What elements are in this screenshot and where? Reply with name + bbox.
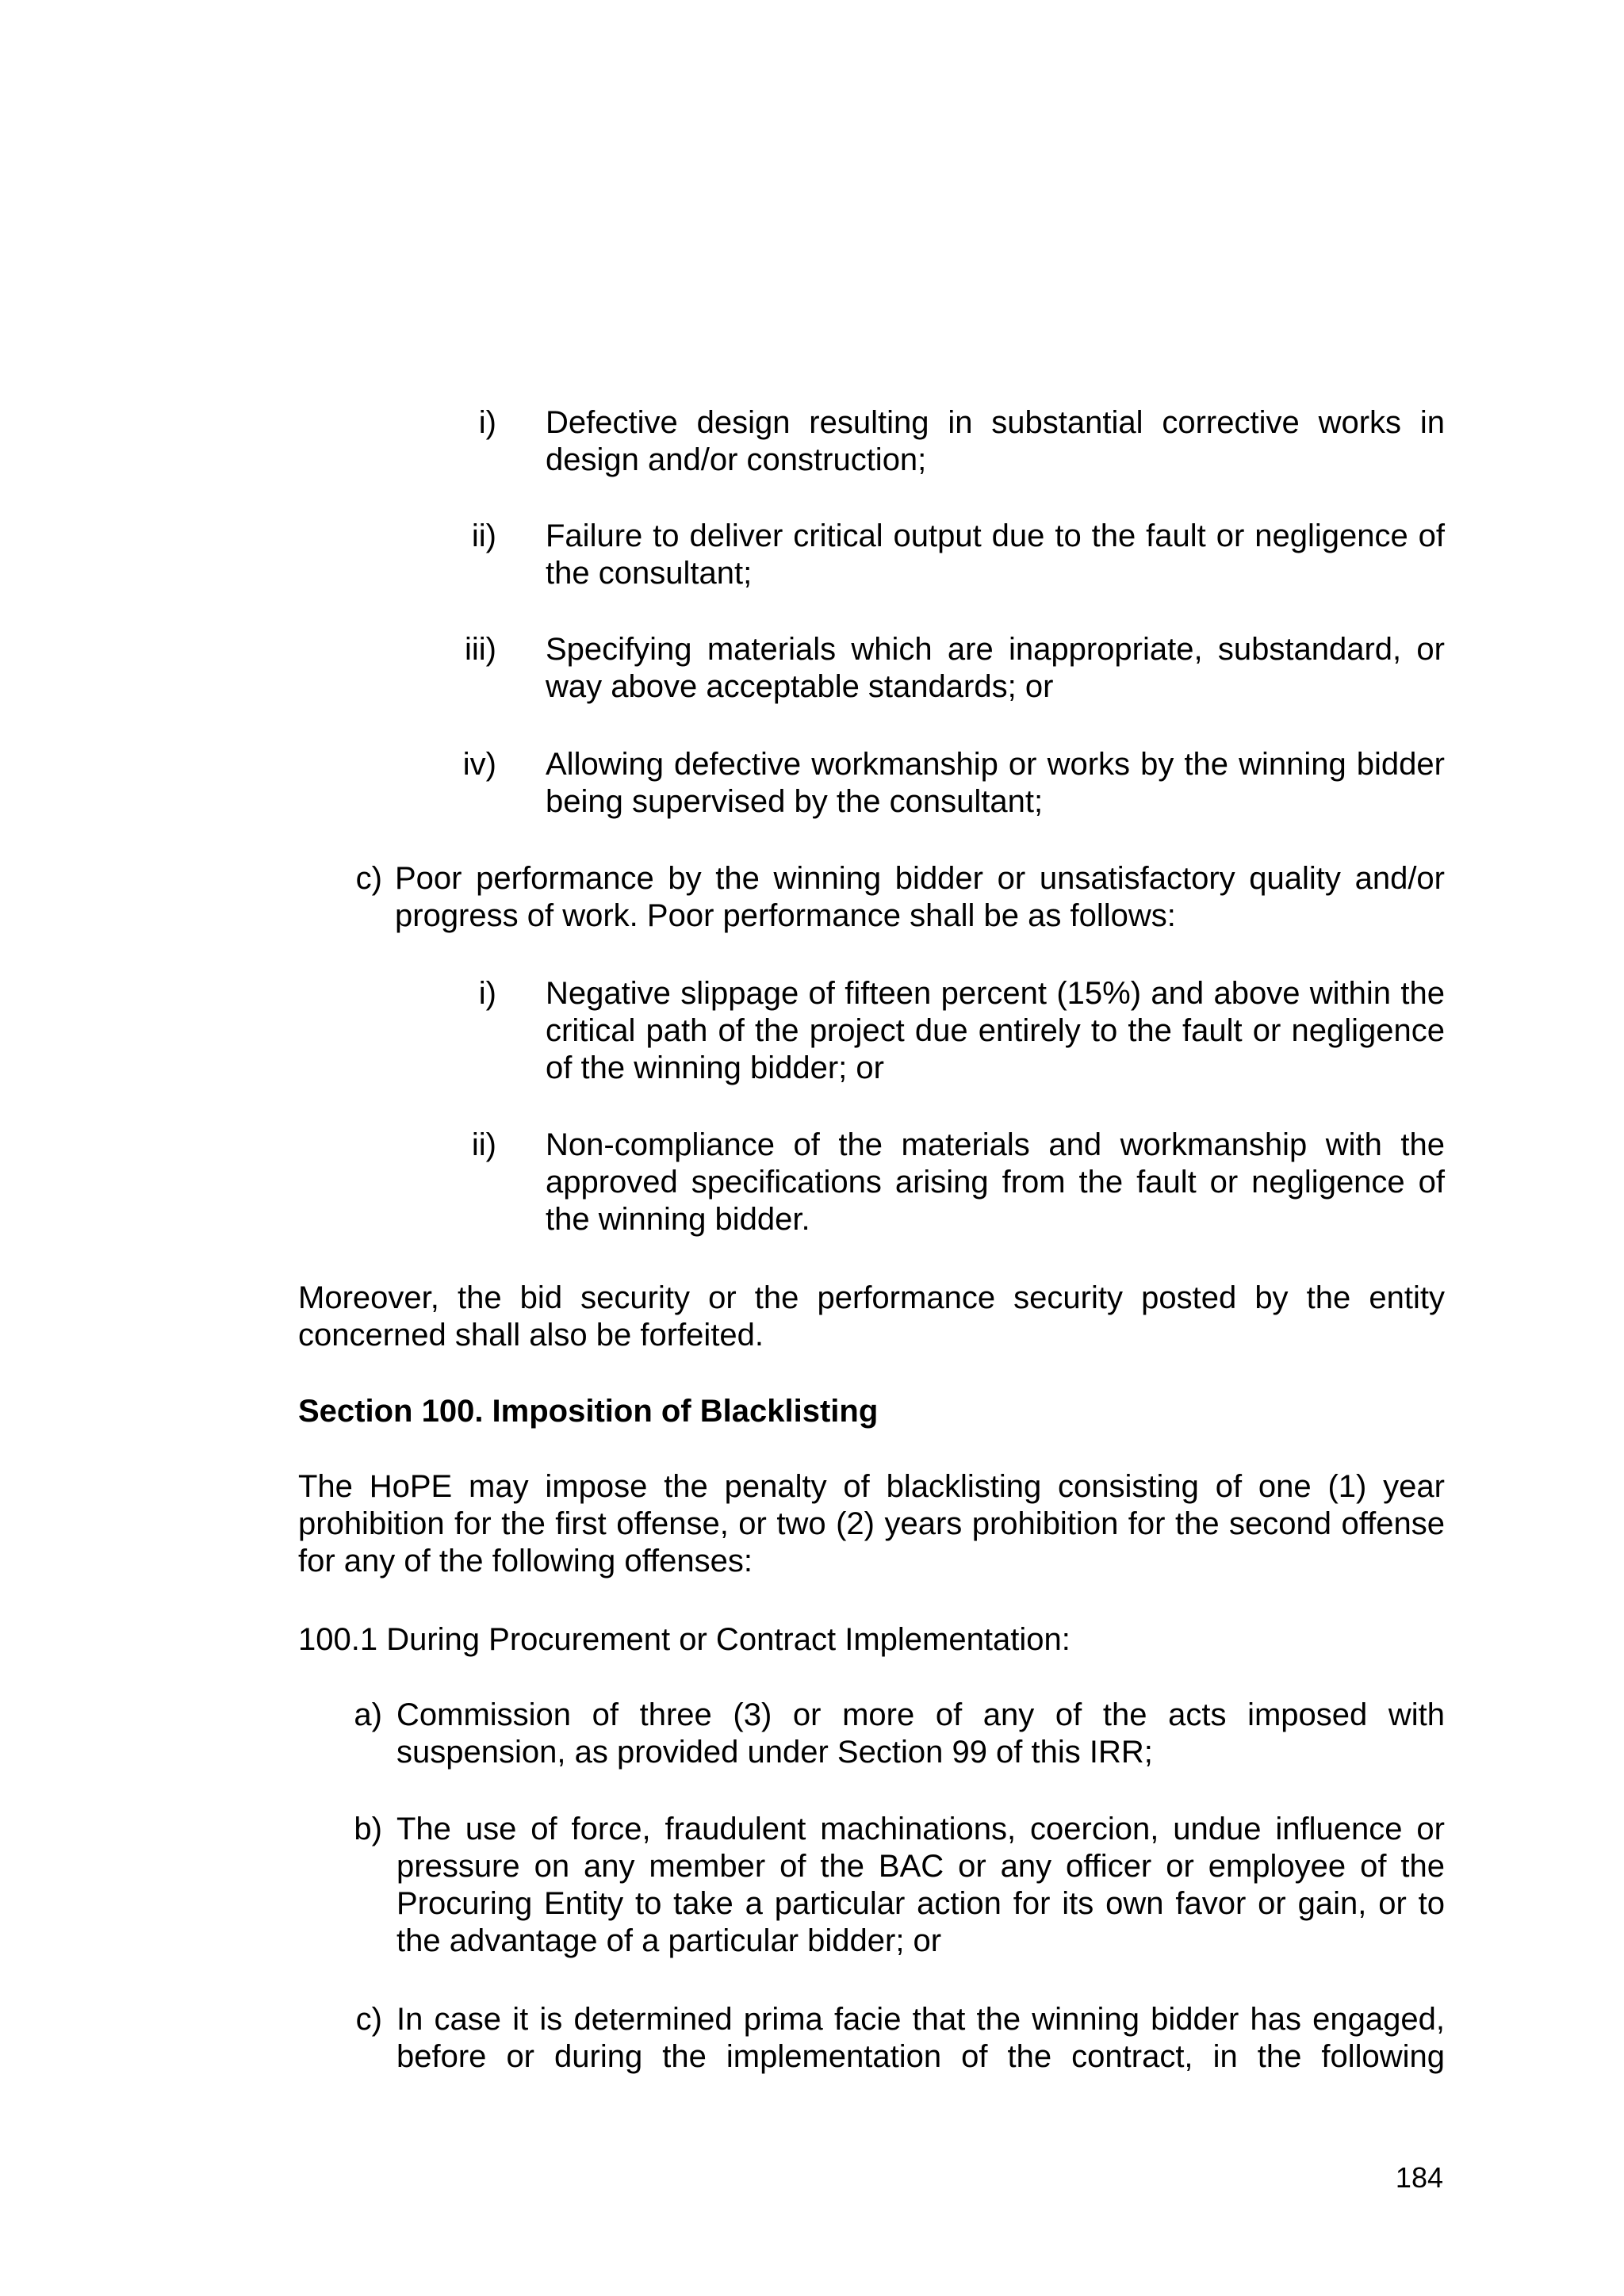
subsection-heading: 100.1 During Procurement or Contract Implementation: [298,1622,1071,1657]
list-item-text: Commission of three (3) or more of any of the acts imposed with suspension, as provided under Section 99 of this IRR; [396,1697,1445,1770]
list-item-text: Non-compliance of the materials and workmanship with the approved specifications arising from the fault or negligence of the winning bidder. [546,1127,1445,1237]
list-marker: iii) [465,632,496,667]
body-paragraph: Moreover, the bid security or the performance security posted by the entity concerned shall also be forfeited. [298,1280,1445,1353]
list-marker: b) [354,1812,382,1846]
list-item-text: In case it is determined prima facie that the winning bidder has engaged, before or during the implementation of the contract, in the following [396,2002,1445,2074]
list-marker: ii) [471,519,496,553]
list-item-text: Poor performance by the winning bidder or unsatisfactory quality and/or progress of work. Poor performance shall be as follows: [395,861,1445,933]
list-item-text: Negative slippage of fifteen percent (15%) and above within the critical path of the project due entirely to the fault or negligence of the winning bidder; or [546,976,1445,1085]
list-item-text: The use of force, fraudulent machinations, coercion, undue influence or pressure on any member of the BAC or any officer or employee of the Procuring Entity to take a particular action for its own favor or gain, or to the advantage of a particular bidder; or [396,1812,1445,1958]
list-marker: c) [355,861,382,896]
list-marker: c) [355,2002,382,2037]
list-item-text: Allowing defective workmanship or works by the winning bidder being supervised by the consultant; [546,747,1445,819]
list-item-text: Failure to deliver critical output due to the fault or negligence of the consultant; [546,519,1445,591]
list-marker: iv) [462,747,496,782]
list-marker: i) [478,405,496,440]
list-marker: a) [354,1697,382,1732]
list-marker: i) [478,976,496,1011]
list-item-text: Defective design resulting in substantial corrective works in design and/or construction; [546,405,1445,477]
list-item-text: Specifying materials which are inappropriate, substandard, or way above acceptable standards; or [546,632,1445,704]
list-marker: ii) [471,1127,496,1162]
page-number: 184 [1395,2161,1443,2194]
body-paragraph: The HoPE may impose the penalty of blacklisting consisting of one (1) year prohibition for the first offense, or two (2) years prohibition for the second offense for any of the following offenses: [298,1469,1445,1578]
section-heading: Section 100. Imposition of Blacklisting [298,1394,879,1429]
